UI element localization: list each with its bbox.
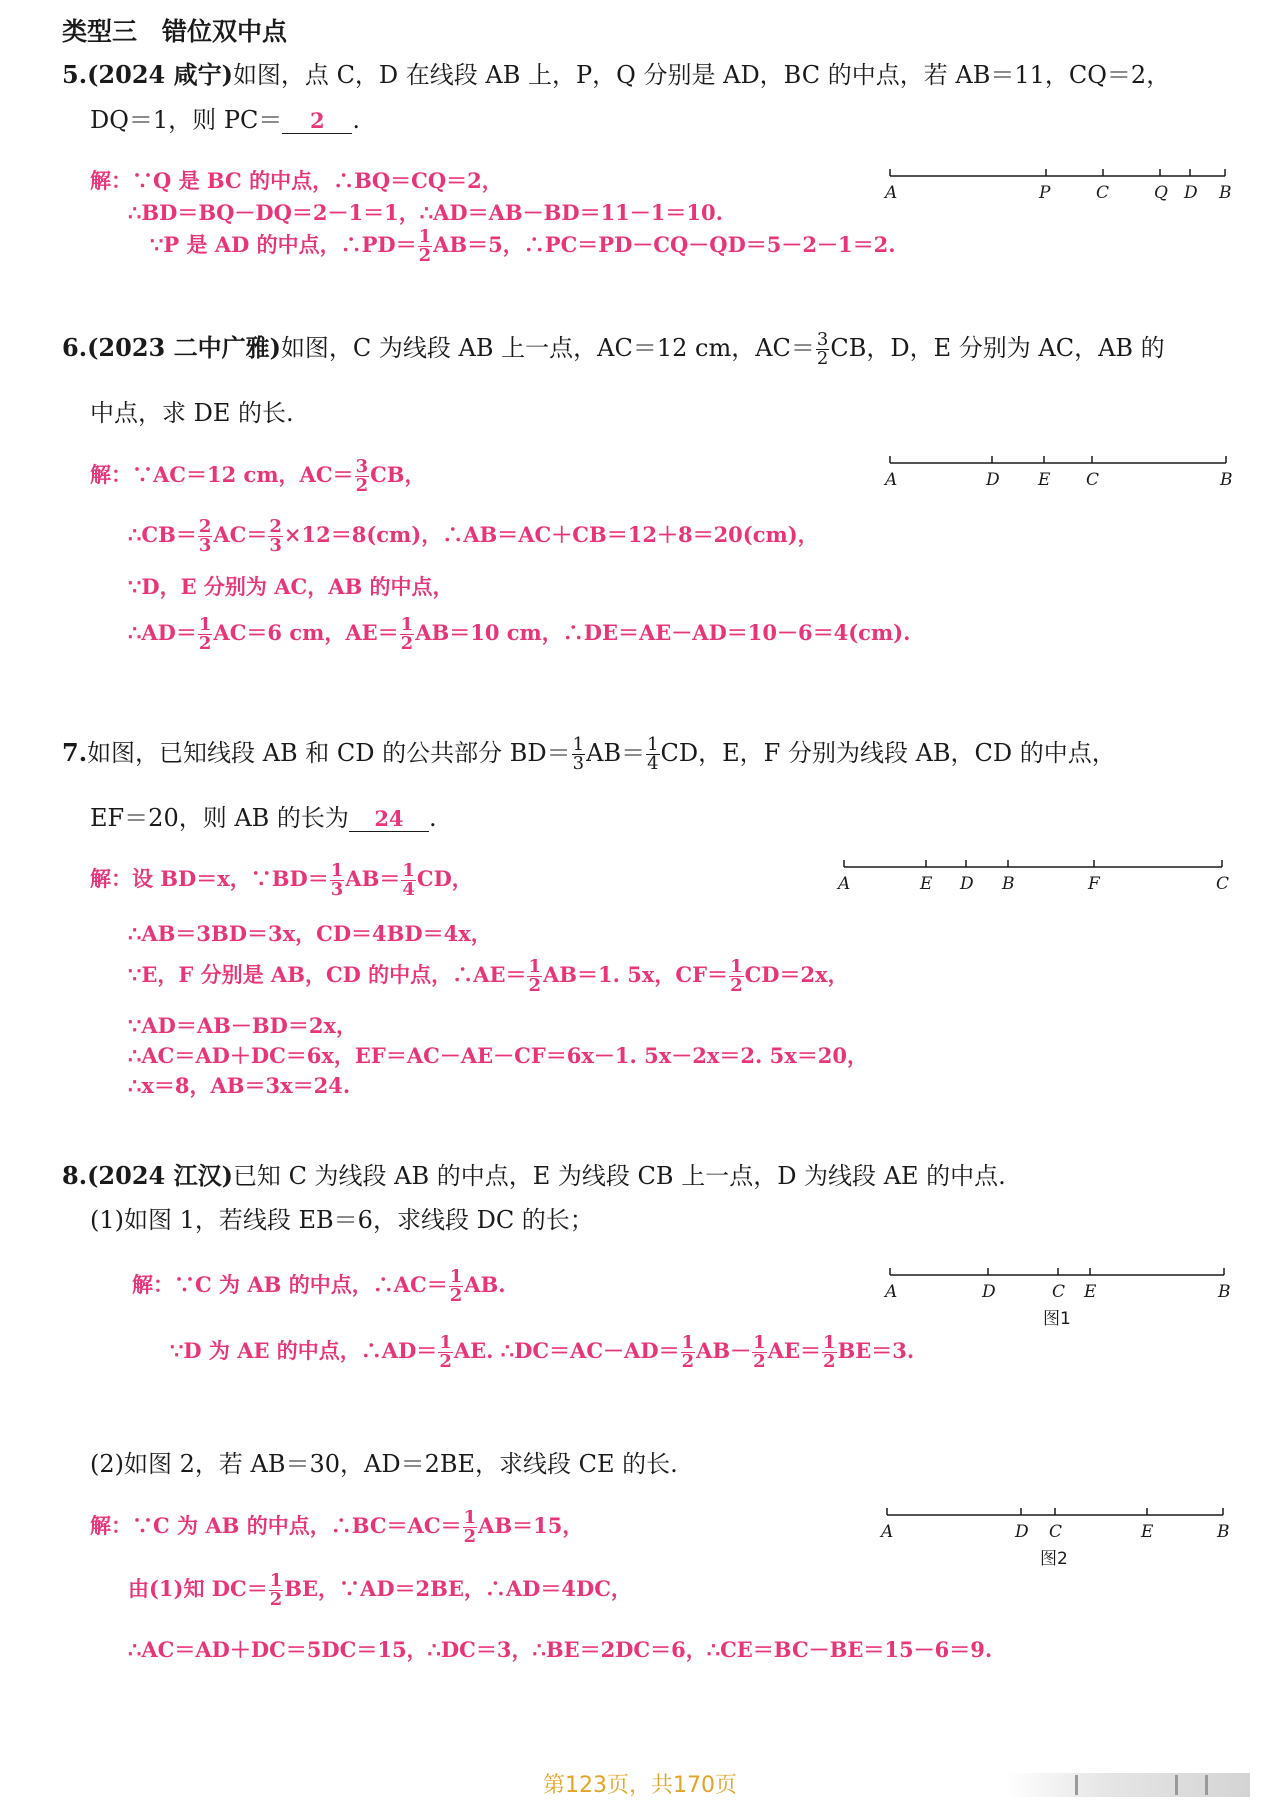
q7-sol1	[90, 862, 473, 899]
q5-source: (2024 咸宁)	[87, 60, 233, 89]
q6-line1	[62, 328, 1165, 368]
q8-fig1-label-a: A	[885, 1282, 898, 1302]
q6-number: 6.	[62, 333, 88, 362]
fraction-half: $\frac{1}{2}$	[198, 614, 212, 654]
q8-p1-sol2-c: AB－	[696, 1338, 752, 1363]
q6-sol2-c: ×12＝8(cm)，∴AB＝AC＋CB＝12＋8＝20(cm)，	[283, 522, 819, 547]
fraction-one-third: $\frac{1}{3}$	[572, 734, 585, 774]
fraction-half: $\frac{1}{2}$	[753, 1332, 766, 1372]
fraction-half: $\frac{1}{2}$	[449, 1266, 463, 1306]
q6-fig-label-c: C	[1086, 470, 1100, 490]
q8-fig2-label-b: B	[1217, 1522, 1230, 1542]
q5-period: .	[352, 106, 360, 134]
q8-fig1-caption: 图1	[1043, 1309, 1071, 1329]
fraction-half: $\frac{1}{2}$	[528, 956, 542, 996]
q6-sol2	[128, 518, 819, 555]
q5-figure	[880, 160, 1240, 206]
q6-text1b: CB，D，E 分别为 AC，AB 的	[830, 334, 1165, 362]
section-title: 类型三 错位双中点	[62, 17, 288, 46]
q5-number: 5.	[62, 60, 88, 89]
q7-sol3-a: ∵E，F 分别是 AB，CD 的中点，∴AE＝	[128, 962, 527, 987]
q5-line1	[62, 55, 1170, 90]
q8-p1-sol2	[170, 1334, 914, 1371]
q8-line1	[62, 1156, 1006, 1191]
q8-figure-1	[880, 1260, 1240, 1332]
q8-number: 8.	[62, 1161, 88, 1190]
q5-fig-label-d: D	[1184, 183, 1198, 203]
fraction-half: $\frac{1}{2}$	[418, 226, 432, 266]
q6-sol4	[128, 616, 910, 653]
q8-p2-sol2-b: BE，∵AD＝2BE，∴AD＝4DC，	[284, 1576, 632, 1601]
q6-sol2-b: AC＝	[213, 522, 268, 547]
q7-sol3-b: AB＝1. 5x，CF＝	[543, 962, 729, 987]
fraction-two-thirds: $\frac{2}{3}$	[269, 516, 282, 556]
q5-fig-label-b: B	[1219, 183, 1232, 203]
q8-source: (2024 江汉)	[87, 1161, 233, 1190]
q8-p2-sol2-a: 由(1)知 DC＝	[128, 1576, 268, 1601]
q5-sol3	[150, 228, 896, 265]
q7-sol3	[128, 958, 849, 995]
q6-source: (2023 二中广雅)	[87, 333, 281, 362]
q8-p1-sol1-a: 解：∵C 为 AB 的中点，∴AC＝	[132, 1272, 448, 1297]
q5-line2	[90, 100, 360, 135]
q7-text1b: AB＝	[586, 739, 646, 767]
q5-sol3-a: ∵P 是 AD 的中点，∴PD＝	[150, 232, 417, 257]
q7-text2: EF＝20，则 AB 的长为	[90, 804, 349, 832]
fraction-one-quarter: $\frac{1}{4}$	[402, 860, 415, 900]
q7-sol1-c: CD，	[416, 866, 473, 891]
q6-sol1-a: 解：∵AC＝12 cm，AC＝	[90, 462, 354, 487]
q8-p2-sol3: ∴AC＝AD＋DC＝5DC＝15，∴DC＝3，∴BE＝2DC＝6，∴CE＝BC－BE＝15－6＝9.	[128, 1637, 993, 1662]
q7-sol1-a: 解：设 BD＝x，∵BD＝	[90, 866, 329, 891]
q7-fig-label-a: A	[838, 874, 851, 894]
page-indicator: 第123页，共170页	[543, 1773, 737, 1798]
q8-p1-sol2-a: ∵D 为 AE 的中点，∴AD＝	[170, 1338, 438, 1363]
q8-fig2-label-c: C	[1049, 1522, 1063, 1542]
fraction-half: $\frac{1}{2}$	[681, 1332, 695, 1372]
q8-fig1-label-b: B	[1218, 1282, 1231, 1302]
q7-sol4: ∵AD＝AB－BD＝2x，	[128, 1013, 358, 1038]
fraction-half: $\frac{1}{2}$	[463, 1507, 477, 1547]
q7-fig-label-f: F	[1088, 874, 1100, 894]
q5-fig-label-p: P	[1039, 183, 1051, 203]
q8-text1: 已知 C 为线段 AB 的中点，E 为线段 CB 上一点，D 为线段 AE 的中点.	[232, 1162, 1006, 1190]
q5-answer-blank: 2	[282, 108, 352, 134]
q6-fig-label-a: A	[885, 470, 898, 490]
q7-sol3-c: CD＝2x，	[744, 962, 849, 987]
q6-sol4-a: ∴AD＝	[128, 620, 197, 645]
q8-p2-sol1-a: 解：∵C 为 AB 的中点，∴BC＝AC＝	[90, 1513, 462, 1538]
q8-p2-sol2	[128, 1572, 632, 1609]
fraction-one-quarter: $\frac{1}{4}$	[647, 734, 659, 774]
fraction-three-halves: $\frac{3}{2}$	[816, 329, 829, 369]
q6-sol1-b: CB，	[370, 462, 426, 487]
q6-fig-label-b: B	[1220, 470, 1233, 490]
q7-fig-label-d: D	[960, 874, 974, 894]
q7-figure	[830, 852, 1240, 898]
q5-sol2: ∴BD＝BQ－DQ＝2－1＝1，∴AD＝AB－BD＝11－1＝10.	[128, 200, 723, 225]
q8-fig2-label-a: A	[881, 1522, 894, 1542]
q8-fig1-label-e: E	[1084, 1282, 1097, 1302]
q5-sol3-b: AB＝5，∴PC＝PD－CQ－QD＝5－2－1＝2.	[433, 232, 896, 257]
q6-sol4-c: AB＝10 cm，∴DE＝AE－AD＝10－6＝4(cm).	[415, 620, 911, 645]
q7-answer-blank: 24	[349, 806, 429, 832]
q8-part1: (1)如图 1，若线段 EB＝6，求线段 DC 的长；	[90, 1206, 594, 1234]
q5-fig-label-q: Q	[1154, 183, 1168, 203]
q7-text1c: CD，E，F 分别为线段 AB，CD 的中点，	[660, 739, 1116, 767]
q6-figure	[880, 448, 1240, 494]
q8-p1-sol1-b: AB.	[464, 1272, 506, 1297]
q7-line1	[62, 733, 1116, 773]
q5-sol1: 解：∵Q 是 BC 的中点，∴BQ＝CQ＝2，	[90, 168, 503, 193]
q6-sol3: ∵D，E 分别为 AC，AB 的中点，	[128, 574, 454, 599]
q8-p2-sol1	[90, 1509, 583, 1546]
q7-fig-label-b: B	[1002, 874, 1015, 894]
q6-sol4-b: AC＝6 cm，AE＝	[213, 620, 399, 645]
fraction-three-halves: $\frac{3}{2}$	[355, 456, 369, 496]
q8-p1-sol2-e: BE＝3.	[837, 1338, 915, 1363]
q6-line2: 中点，求 DE 的长.	[90, 399, 294, 427]
q5-fig-label-a: A	[885, 183, 898, 203]
fraction-half: $\frac{1}{2}$	[730, 956, 743, 996]
q7-sol5: ∴AC＝AD＋DC＝6x，EF＝AC－AE－CF＝6x－1. 5x－2x＝2. 5x＝20，	[128, 1043, 868, 1068]
q6-text1a: 如图，C 为线段 AB 上一点，AC＝12 cm，AC＝	[280, 334, 815, 362]
q7-sol1-b: AB＝	[345, 866, 401, 891]
q8-p1-sol2-d: AE＝	[767, 1338, 821, 1363]
q5-fig-label-c: C	[1096, 183, 1110, 203]
fraction-half: $\frac{1}{2}$	[823, 1332, 836, 1372]
q7-line2	[90, 798, 437, 833]
q8-fig2-label-d: D	[1015, 1522, 1029, 1542]
q6-fig-label-d: D	[986, 470, 1000, 490]
q8-fig2-caption: 图2	[1040, 1549, 1068, 1569]
q8-p2-sol1-b: AB＝15，	[478, 1513, 584, 1538]
q7-fig-label-c: C	[1216, 874, 1230, 894]
fraction-half: $\frac{1}{2}$	[400, 614, 414, 654]
q7-sol6: ∴x＝8，AB＝3x＝24.	[128, 1073, 351, 1098]
q6-sol2-a: ∴CB＝	[128, 522, 197, 547]
q5-text2: DQ＝1，则 PC＝	[90, 106, 283, 134]
fraction-one-third: $\frac{1}{3}$	[330, 860, 344, 900]
q7-text1a: 如图，已知线段 AB 和 CD 的公共部分 BD＝	[87, 739, 571, 767]
fraction-half: $\frac{1}{2}$	[439, 1332, 452, 1372]
q8-fig1-label-d: D	[982, 1282, 996, 1302]
q8-p1-sol1	[132, 1268, 506, 1305]
q7-number: 7.	[62, 738, 88, 767]
q7-period: .	[428, 804, 437, 832]
q8-fig1-label-c: C	[1052, 1282, 1066, 1302]
q6-sol1	[90, 458, 426, 495]
q7-fig-label-e: E	[920, 874, 933, 894]
q8-part2: (2)如图 2，若 AB＝30，AD＝2BE，求线段 CE 的长.	[90, 1450, 678, 1478]
fraction-two-thirds: $\frac{2}{3}$	[198, 516, 212, 556]
q8-p1-sol2-b: AE. ∴DC＝AC－AD＝	[453, 1338, 680, 1363]
q7-sol2: ∴AB＝3BD＝3x，CD＝4BD＝4x，	[128, 921, 492, 946]
fraction-half: $\frac{1}{2}$	[269, 1570, 283, 1610]
q8-fig2-label-e: E	[1141, 1522, 1154, 1542]
q6-fig-label-e: E	[1038, 470, 1051, 490]
q8-figure-2	[875, 1500, 1240, 1572]
q5-text1: 如图，点 C，D 在线段 AB 上，P，Q 分别是 AD，BC 的中点，若 AB＝11，CQ＝2，	[232, 61, 1171, 89]
